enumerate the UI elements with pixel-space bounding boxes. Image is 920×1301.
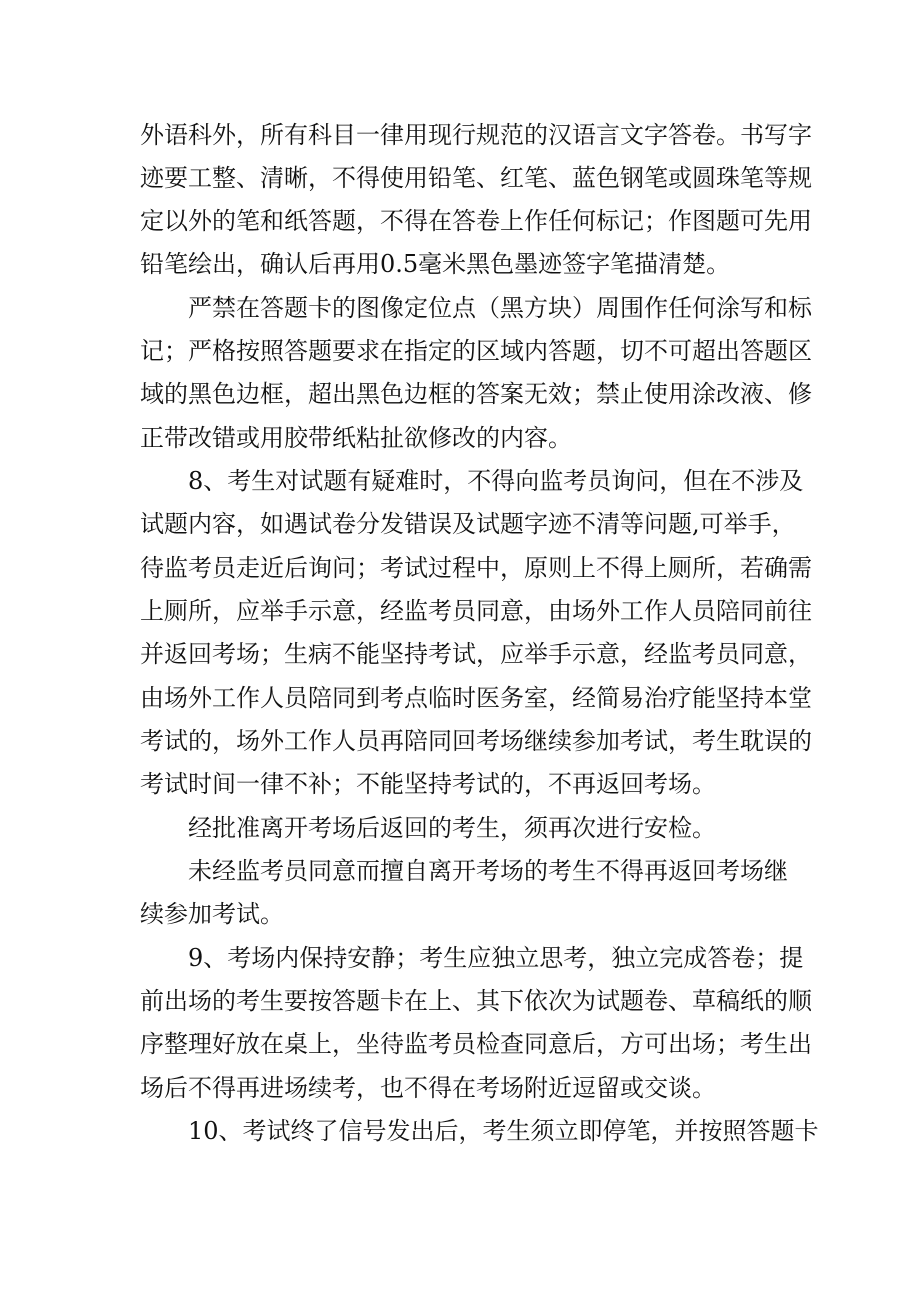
paragraph-first-line: 经批准离开考场后返回的考生，须再次进行安检。: [188, 814, 716, 842]
text-line: 由场外工作人员陪同到考点临时医务室，经简易治疗能坚持本堂: [140, 684, 812, 712]
text-line: 试题内容，如遇试卷分发错误及试题字迹不清等问题,可举手，: [140, 510, 796, 538]
text-line: 铅笔绘出，确认后再用0.5毫米黑色墨迹签字笔描清楚。: [140, 250, 731, 278]
paragraph-first-line: 严禁在答题卡的图像定位点（黑方块）周围作任何涂写和标: [188, 294, 812, 322]
text-line: 前出场的考生要按答题卡在上、其下依次为试题卷、草稿纸的顺: [140, 987, 812, 1015]
text-line: 序整理好放在桌上，坐待监考员检查同意后，方可出场；考生出: [140, 1030, 812, 1058]
text-line: 待监考员走近后询问；考试过程中，原则上不得上厕所，若确需: [140, 554, 812, 582]
text-line: 场后不得再进场续考，也不得在考场附近逗留或交谈。: [140, 1074, 716, 1102]
paragraph-first-line: 10、考试终了信号发出后，考生须立即停笔，并按照答题卡: [188, 1117, 819, 1145]
paragraph-first-line: 9、考场内保持安静；考生应独立思考，独立完成答卷；提: [188, 944, 804, 972]
text-line: 定以外的笔和纸答题，不得在答卷上作任何标记；作图题可先用: [140, 207, 812, 235]
text-line: 外语科外，所有科目一律用现行规范的汉语言文字答卷。书写字: [140, 121, 812, 149]
text-line: 域的黑色边框，超出黑色边框的答案无效；禁止使用涂改液、修: [140, 380, 812, 408]
paragraph-first-line: 未经监考员同意而擅自离开考场的考生不得再返回考场继: [188, 857, 788, 885]
text-line: 上厕所，应举手示意，经监考员同意，由场外工作人员陪同前往: [140, 597, 812, 625]
text-line: 记；严格按照答题要求在指定的区域内答题，切不可超出答题区: [140, 337, 812, 365]
text-line: 正带改错或用胶带纸粘扯欲修改的内容。: [140, 424, 572, 452]
text-line: 考试时间一律不补；不能坚持考试的，不再返回考场。: [140, 770, 716, 798]
paragraph-first-line: 8、考生对试题有疑难时，不得向监考员询问，但在不涉及: [188, 467, 804, 495]
text-line: 续参加考试。: [140, 900, 284, 928]
text-line: 考试的，场外工作人员再陪同回考场继续参加考试，考生耽误的: [140, 727, 812, 755]
text-line: 并返回考场；生病不能坚持考试，应举手示意，经监考员同意，: [140, 640, 812, 668]
text-line: 迹要工整、清晰，不得使用铅笔、红笔、蓝色钢笔或圆珠笔等规: [140, 164, 812, 192]
